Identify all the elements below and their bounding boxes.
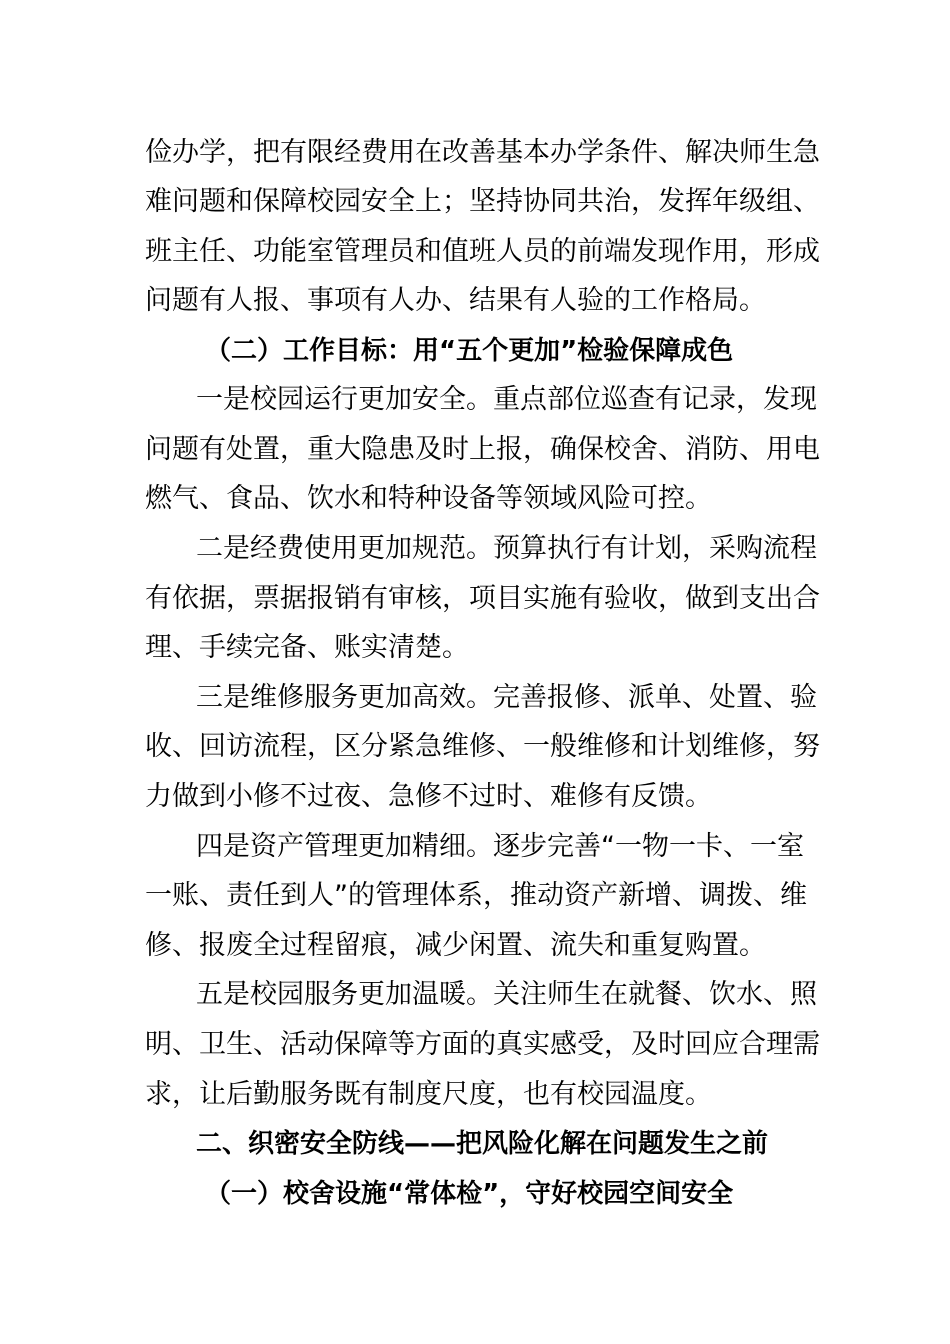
- paragraph-line: 明、卫生、活动保障等方面的真实感受，及时回应合理需: [145, 1029, 820, 1060]
- paragraph-line: 四是资产管理更加精细。逐步完善“一物一卡、一室: [196, 831, 804, 862]
- chapter-heading: 二、织密安全防线——把风险化解在问题发生之前: [196, 1129, 769, 1159]
- paragraph-line: 有依据，票据报销有审核，项目实施有验收，做到支出合: [145, 583, 820, 614]
- section-heading: （二）工作目标：用“五个更加”检验保障成色: [205, 336, 734, 366]
- paragraph-line: 修、报废全过程留痕，减少闲置、流失和重复购置。: [145, 930, 766, 961]
- paragraph-line: 俭办学，把有限经费用在改善基本办学条件、解决师生急: [145, 137, 820, 168]
- paragraph-line: 难问题和保障校园安全上；坚持协同共治，发挥年级组、: [145, 186, 820, 217]
- paragraph-line: 问题有处置，重大隐患及时上报，确保校舍、消防、用电: [145, 434, 820, 465]
- paragraph-line: 理、手续完备、账实清楚。: [145, 632, 469, 663]
- paragraph-line: 一账、责任到人”的管理体系，推动资产新增、调拨、维: [145, 880, 807, 911]
- paragraph-line: 五是校园服务更加温暖。关注师生在就餐、饮水、照: [196, 979, 817, 1010]
- paragraph-line: 班主任、功能室管理员和值班人员的前端发现作用，形成: [145, 236, 820, 267]
- section-heading: （一）校舍设施“常体检”，守好校园空间安全: [205, 1179, 734, 1209]
- paragraph-line: 三是维修服务更加高效。完善报修、派单、处置、验: [196, 682, 817, 713]
- paragraph-line: 问题有人报、事项有人办、结果有人验的工作格局。: [145, 285, 766, 316]
- paragraph-line: 二是经费使用更加规范。预算执行有计划，采购流程: [196, 533, 817, 564]
- paragraph-line: 收、回访流程，区分紧急维修、一般维修和计划维修，努: [145, 731, 820, 762]
- paragraph-line: 一是校园运行更加安全。重点部位巡查有记录，发现: [196, 384, 817, 415]
- paragraph-line: 求，让后勤服务既有制度尺度，也有校园温度。: [145, 1079, 712, 1110]
- paragraph-line: 燃气、食品、饮水和特种设备等领域风险可控。: [145, 483, 712, 514]
- paragraph-line: 力做到小修不过夜、急修不过时、难修有反馈。: [145, 781, 712, 812]
